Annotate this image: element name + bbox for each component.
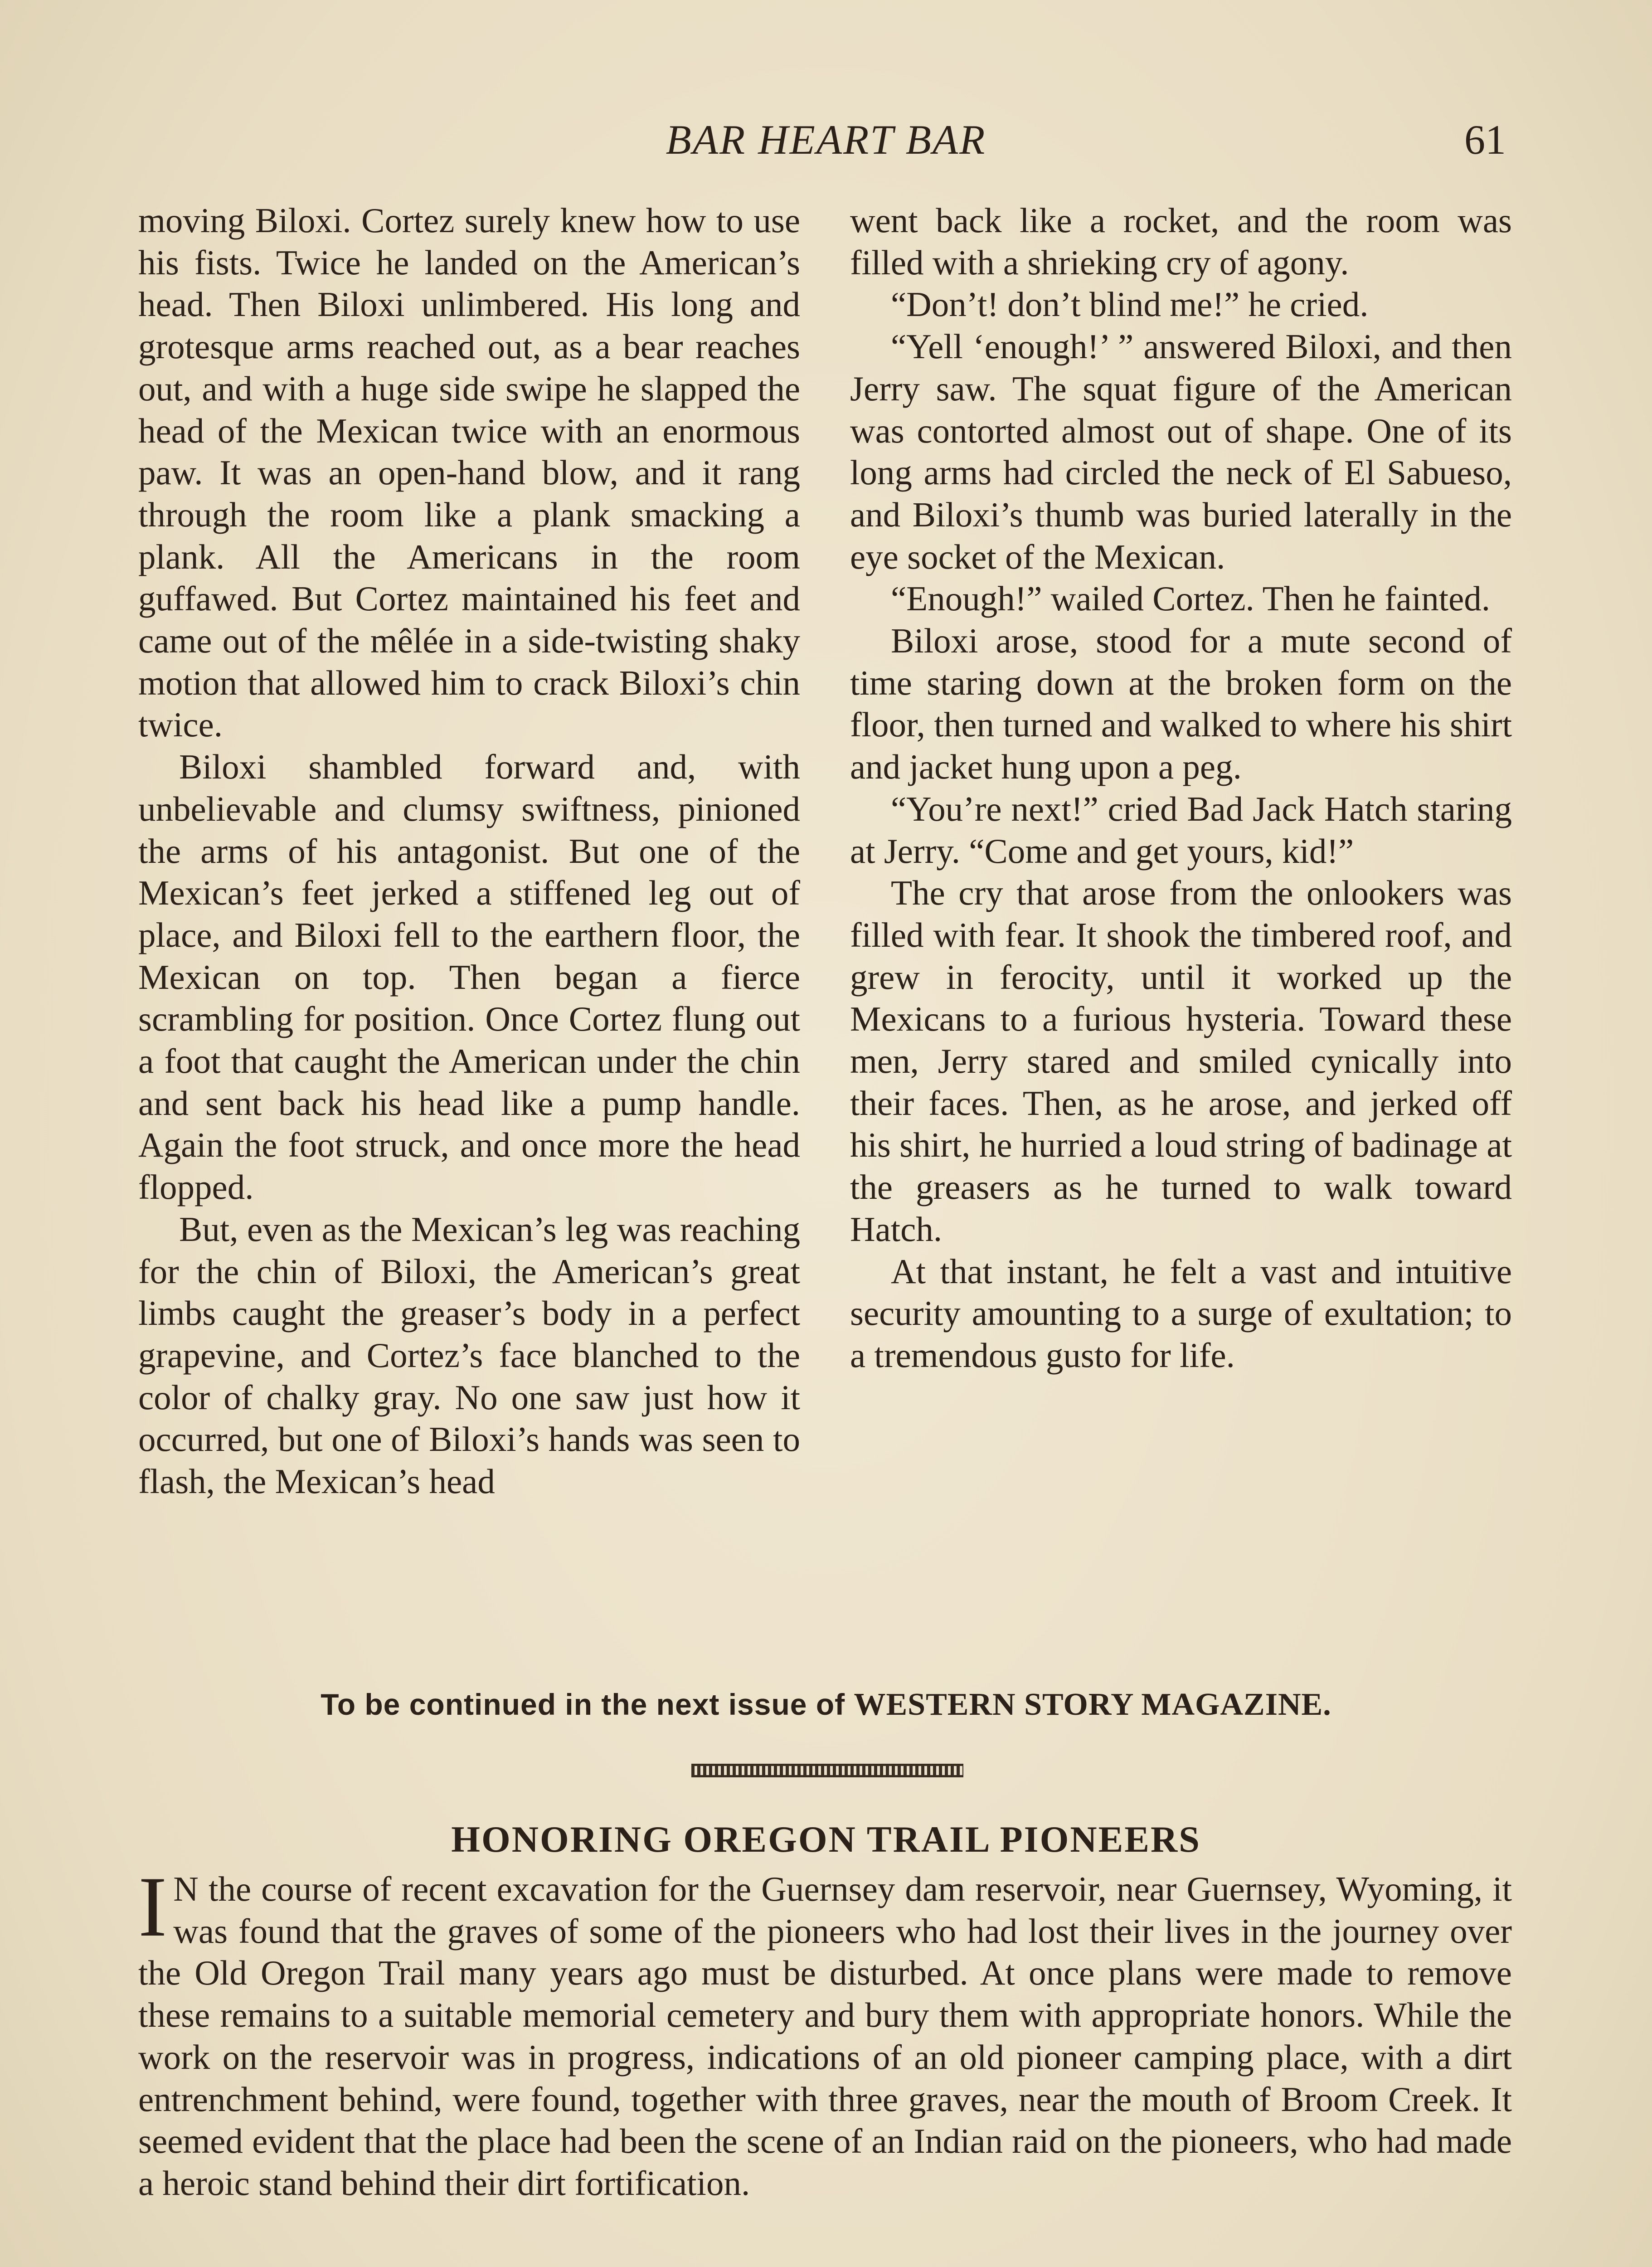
story-paragraph: “Enough!” wailed Cortez. Then he fainted.: [891, 579, 1491, 618]
continued-notice: [0, 1687, 1652, 1723]
drop-cap: I: [138, 1859, 167, 1955]
running-title: BAR HEART BAR: [666, 117, 986, 163]
page-number: 61: [1464, 117, 1506, 163]
article-text: N the course of recent excavation for the Guernsey dam reservoir, near Guernsey, Wyoming, it was found that the graves of some of the pioneers who had lost their lives in the journey over the Old Oregon Trail many years ago must be disturbed. At once plans were made to remove these remains to a suitable memorial cemetery and bury them with appropriate honors. While the work on the reservoir was in progress, indications of an old pioneer camping place, with a dirt entrenchment behind, were found, together with three graves, near the mouth of Broom Creek. It seemed evident that the place had been the scene of an Indian raid on the pioneers, who had made a heroic stand behind their dirt fortification.: [138, 1869, 1512, 2203]
section-divider: [691, 1764, 963, 1777]
article-body: [138, 1859, 1512, 2204]
story-paragraph: moving Biloxi. Cortez surely knew how to use his fists. Twice he landed on the American’s head. Then Biloxi unlimbered. His long and grotesque arms reached out, as a bear reaches out, and with a huge side swipe he slapped the head of the Mexican twice with an enormous paw. It was an open-hand blow, and it rang through the room like a plank smacking a plank. All the Americans in the room guffawed. But Cortez maintained his feet and came out of the mêlée in a side-twisting shaky motion that allowed him to crack Biloxi’s chin twice.: [138, 201, 800, 744]
story-paragraph: “You’re next!” cried Bad Jack Hatch staring at Jerry. “Come and get yours, kid!”: [850, 789, 1512, 871]
story-paragraph: went back like a rocket, and the room was filled with a shrieking cry of agony.: [850, 201, 1512, 282]
story-column-left: [138, 199, 800, 1503]
continued-notice-magazine: WESTERN STORY MAGAZINE.: [854, 1687, 1331, 1722]
story-paragraph: At that instant, he felt a vast and intuitive security amounting to a surge of exultation; to a tremendous gusto for life.: [850, 1251, 1512, 1375]
story-paragraph: The cry that arose from the onlookers was filled with fear. It shook the timbered roof, and grew in ferocity, until it worked up the Mexicans to a furious hysteria. Toward these men, Jerry stared and smiled cynically into their faces. Then, as he arose, and jerked off his shirt, he hurried a loud string of badinage at the greasers as he turned to walk toward Hatch.: [850, 873, 1512, 1249]
story-paragraph: But, even as the Mexican’s leg was reaching for the chin of Biloxi, the American’s great limbs caught the greaser’s body in a perfect grapevine, and Cortez’s face blanched to the color of chalky gray. No one saw just how it occurred, but one of Biloxi’s hands was seen to flash, the Mexican’s head: [138, 1209, 800, 1501]
story-paragraph: “Don’t! don’t blind me!” he cried.: [891, 285, 1369, 324]
story-paragraph: Biloxi arose, stood for a mute second of time staring down at the broken form on the floor, then turned and walked to where his shirt and jacket hung upon a peg.: [850, 621, 1512, 787]
article-title: HONORING OREGON TRAIL PIONEERS: [451, 1819, 1201, 1860]
story-paragraph: “Yell ‘enough!’ ” answered Biloxi, and then Jerry saw. The squat figure of the American was contorted almost out of shape. One of its long arms had circled the neck of El Sabueso, and Biloxi’s thumb was buried laterally in the eye socket of the Mexican.: [850, 327, 1512, 576]
story-column-right: [850, 199, 1512, 1377]
continued-notice-lead: To be continued in the next issue of: [321, 1688, 845, 1721]
story-paragraph: Biloxi shambled forward and, with unbelievable and clumsy swiftness, pinioned the arms of his antagonist. But one of the Mexican’s feet jerked a stiffened leg out of place, and Biloxi fell to the earthern floor, the Mexican on top. Then began a fierce scrambling for position. Once Cortez flung out a foot that caught the American under the chin and sent back his head like a pump handle. Again the foot struck, and once more the head flopped.: [138, 747, 800, 1207]
article-paragraph: [138, 1859, 1512, 2204]
